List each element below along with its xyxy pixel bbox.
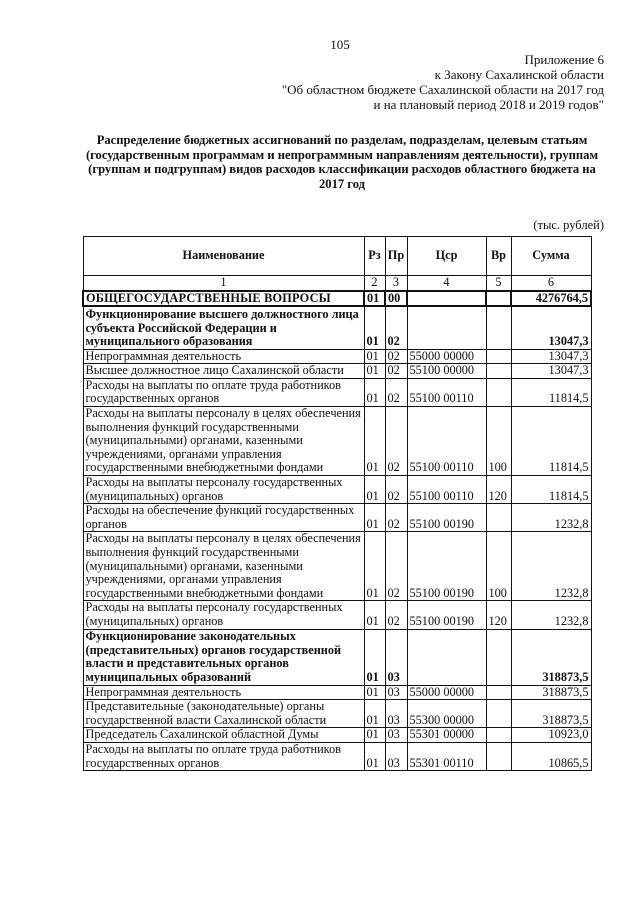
row-name: Расходы на выплаты по оплате труда работников государственных органов: [83, 378, 364, 406]
row-rz: 01: [364, 476, 385, 504]
row-vr: 120: [486, 601, 511, 629]
row-sum: 11814,5: [511, 407, 591, 476]
row-pr: 03: [385, 685, 407, 700]
row-csr: [407, 291, 486, 307]
table-row: [83, 685, 591, 700]
row-csr: [407, 306, 486, 349]
row-rz: 01: [364, 306, 385, 349]
row-csr: 55301 00000: [407, 728, 486, 743]
row-vr: [486, 685, 511, 700]
table-row: [83, 601, 591, 629]
row-pr: 03: [385, 700, 407, 728]
row-rz: 01: [364, 728, 385, 743]
row-pr: 03: [385, 743, 407, 771]
units-label: (тыс. рублей): [533, 218, 604, 232]
page-number: 105: [330, 37, 350, 52]
row-name: Расходы на выплаты персоналу государственных (муниципальных) органов: [83, 601, 364, 629]
row-sum: 1232,8: [511, 504, 591, 532]
column-number: 5: [486, 276, 511, 291]
row-name: Непрограммная деятельность: [83, 685, 364, 700]
row-name: Расходы на выплаты персоналу государственных (муниципальных) органов: [83, 476, 364, 504]
row-rz: 01: [364, 601, 385, 629]
row-name: Расходы на выплаты персоналу в целях обеспечения выполнения функций государственными (муниципальными) органами, казенными учреждениями, органами управления государственными внебюджетными фондами: [83, 532, 364, 601]
row-rz: 01: [364, 378, 385, 406]
row-vr: 100: [486, 407, 511, 476]
row-pr: 02: [385, 504, 407, 532]
table-row: [83, 306, 591, 349]
row-csr: 55100 00190: [407, 601, 486, 629]
row-pr: 02: [385, 601, 407, 629]
row-rz: 01: [364, 407, 385, 476]
row-sum: 13047,3: [511, 349, 591, 364]
row-sum: 318873,5: [511, 629, 591, 685]
row-csr: [407, 629, 486, 685]
table-row: [83, 532, 591, 601]
budget-table: [82, 236, 592, 771]
table-row: [83, 378, 591, 406]
row-rz: 01: [364, 629, 385, 685]
document-title: Распределение бюджетных ассигнований по разделам, подразделам, целевым статьям (государственным программам и непрограммным направлениям деятельности), группам (группам и подгруппам) видов расходов классификации расходов областного бюджета на 2017 год: [85, 133, 599, 191]
header-vr: Вр: [486, 237, 511, 276]
row-sum: 318873,5: [511, 700, 591, 728]
row-pr: 03: [385, 629, 407, 685]
row-csr: 55100 00110: [407, 378, 486, 406]
row-vr: [486, 728, 511, 743]
table-row: [83, 728, 591, 743]
row-vr: 120: [486, 476, 511, 504]
row-rz: 01: [364, 364, 385, 379]
row-sum: 10923,0: [511, 728, 591, 743]
appendix-block: [282, 52, 604, 112]
row-pr: 02: [385, 364, 407, 379]
column-number: 1: [83, 276, 364, 291]
row-rz: 01: [364, 743, 385, 771]
row-name: Председатель Сахалинской областной Думы: [83, 728, 364, 743]
table-row: [83, 700, 591, 728]
column-number: 4: [407, 276, 486, 291]
appendix-line-4: и на плановый период 2018 и 2019 годов": [373, 97, 604, 112]
row-vr: [486, 504, 511, 532]
row-pr: 02: [385, 532, 407, 601]
table-header-row: [83, 237, 591, 276]
header-pr: Пр: [385, 237, 407, 276]
column-number: 2: [364, 276, 385, 291]
row-rz: 01: [364, 504, 385, 532]
row-pr: 03: [385, 728, 407, 743]
row-name: Расходы на обеспечение функций государственных органов: [83, 504, 364, 532]
appendix-line-3: "Об областном бюджете Сахалинской области на 2017 год: [281, 82, 604, 97]
row-pr: 02: [385, 378, 407, 406]
column-number: 3: [385, 276, 407, 291]
appendix-line-1: Приложение 6: [524, 52, 604, 67]
row-name: Расходы на выплаты по оплате труда работников государственных органов: [83, 743, 364, 771]
row-sum: 1232,8: [511, 601, 591, 629]
table-row: [83, 629, 591, 685]
row-csr: 55100 00190: [407, 504, 486, 532]
row-rz: 01: [364, 685, 385, 700]
table-row: [83, 743, 591, 771]
appendix-line-2: к Закону Сахалинской области: [434, 67, 604, 82]
row-vr: [486, 700, 511, 728]
table-row: [83, 476, 591, 504]
column-number-row: [83, 276, 591, 291]
row-sum: 4276764,5: [511, 291, 591, 307]
row-rz: 01: [364, 532, 385, 601]
row-vr: [486, 378, 511, 406]
row-vr: 100: [486, 532, 511, 601]
header-name: Наименование: [83, 237, 364, 276]
row-vr: [486, 291, 511, 307]
row-sum: 10865,5: [511, 743, 591, 771]
header-rz: Рз: [364, 237, 385, 276]
row-pr: 02: [385, 476, 407, 504]
row-csr: 55300 00000: [407, 700, 486, 728]
header-csr: Цср: [407, 237, 486, 276]
row-name: Функционирование законодательных (представительных) органов государственной власти и представительных органов муниципальных образований: [83, 629, 364, 685]
row-pr: 02: [385, 407, 407, 476]
row-csr: 55000 00000: [407, 685, 486, 700]
column-number: 6: [511, 276, 591, 291]
row-name: Расходы на выплаты персоналу в целях обеспечения выполнения функций государственными (муниципальными) органами, казенными учреждениями, органами управления государственными внебюджетными фондами: [83, 407, 364, 476]
row-rz: 01: [364, 700, 385, 728]
row-pr: 00: [385, 291, 407, 307]
row-name: Высшее должностное лицо Сахалинской области: [83, 364, 364, 379]
row-csr: 55100 00110: [407, 476, 486, 504]
row-sum: 11814,5: [511, 378, 591, 406]
row-sum: 318873,5: [511, 685, 591, 700]
row-name: Представительные (законодательные) органы государственной власти Сахалинской области: [83, 700, 364, 728]
row-vr: [486, 743, 511, 771]
table-row: [83, 504, 591, 532]
row-pr: 02: [385, 349, 407, 364]
row-sum: 11814,5: [511, 476, 591, 504]
row-csr: 55301 00110: [407, 743, 486, 771]
row-name: ОБЩЕГОСУДАРСТВЕННЫЕ ВОПРОСЫ: [83, 291, 364, 307]
row-vr: [486, 306, 511, 349]
table-row: [83, 407, 591, 476]
row-vr: [486, 629, 511, 685]
row-name: Непрограммная деятельность: [83, 349, 364, 364]
table-row: [83, 349, 591, 364]
row-pr: 02: [385, 306, 407, 349]
row-sum: 13047,3: [511, 306, 591, 349]
row-sum: 13047,3: [511, 364, 591, 379]
row-vr: [486, 349, 511, 364]
row-vr: [486, 364, 511, 379]
row-csr: 55000 00000: [407, 349, 486, 364]
row-name: Функционирование высшего должностного лица субъекта Российской Федерации и муниципального образования: [83, 306, 364, 349]
table-row: [83, 364, 591, 379]
row-csr: 55100 00000: [407, 364, 486, 379]
row-csr: 55100 00110: [407, 407, 486, 476]
header-sum: Сумма: [511, 237, 591, 276]
row-sum: 1232,8: [511, 532, 591, 601]
row-rz: 01: [364, 349, 385, 364]
row-csr: 55100 00190: [407, 532, 486, 601]
table-row: [83, 291, 591, 307]
row-rz: 01: [364, 291, 385, 307]
